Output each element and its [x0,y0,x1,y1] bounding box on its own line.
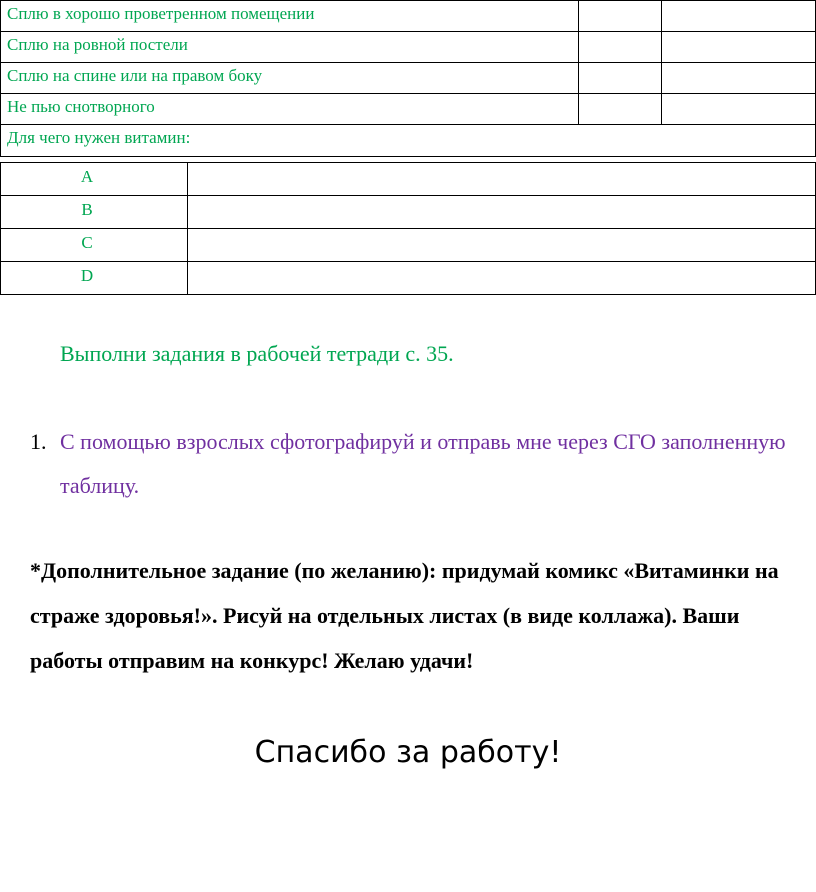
checklist-table [0,0,816,157]
table-row [1,125,816,157]
extra-task: *Дополнительное задание (по желанию): придумай комикс «Витаминки на страже здоровья!». Рисуй на отдельных листах (в виде коллажа). Ваши работы отправим на конкурс! Желаю удачи! [30,558,779,673]
table-row [1,262,816,295]
checklist-label: Сплю в хорошо проветренном помещении [1,1,579,32]
vitamin-answer-cell[interactable] [188,229,816,262]
checklist-cell[interactable] [579,63,662,94]
table-row [1,163,816,196]
checklist-label: Сплю на спине или на правом боку [1,63,579,94]
item-text: С помощью взрослых сфотографируй и отправь мне через СГО заполненную таблицу. [60,429,786,498]
numbered-item [30,420,790,508]
table-row [1,94,816,125]
checklist-cell[interactable] [662,32,816,63]
checklist-label: Сплю на ровной постели [1,32,579,63]
checklist-cell[interactable] [579,94,662,125]
vitamin-letter: A [1,163,188,196]
table-row [1,1,816,32]
vitamin-letter: C [1,229,188,262]
item-number: 1. [30,429,47,454]
vitamin-answer-cell[interactable] [188,163,816,196]
vitamin-letter: D [1,262,188,295]
vitamin-answer-cell[interactable] [188,196,816,229]
table-row [1,63,816,94]
table-row [1,32,816,63]
checklist-cell[interactable] [579,1,662,32]
vitamin-table [0,162,816,295]
vitamin-header: Для чего нужен витамин: [1,125,816,157]
vitamin-answer-cell[interactable] [188,262,816,295]
vitamin-letter: B [1,196,188,229]
table-row [1,196,816,229]
checklist-cell[interactable] [662,94,816,125]
checklist-cell[interactable] [662,63,816,94]
checklist-cell[interactable] [579,32,662,63]
table-row [1,229,816,262]
checklist-label: Не пью снотворного [1,94,579,125]
checklist-cell[interactable] [662,1,816,32]
workbook-task: Выполни задания в рабочей тетради с. 35. [60,341,454,366]
thanks-text: Спасибо за работу! [254,735,562,770]
